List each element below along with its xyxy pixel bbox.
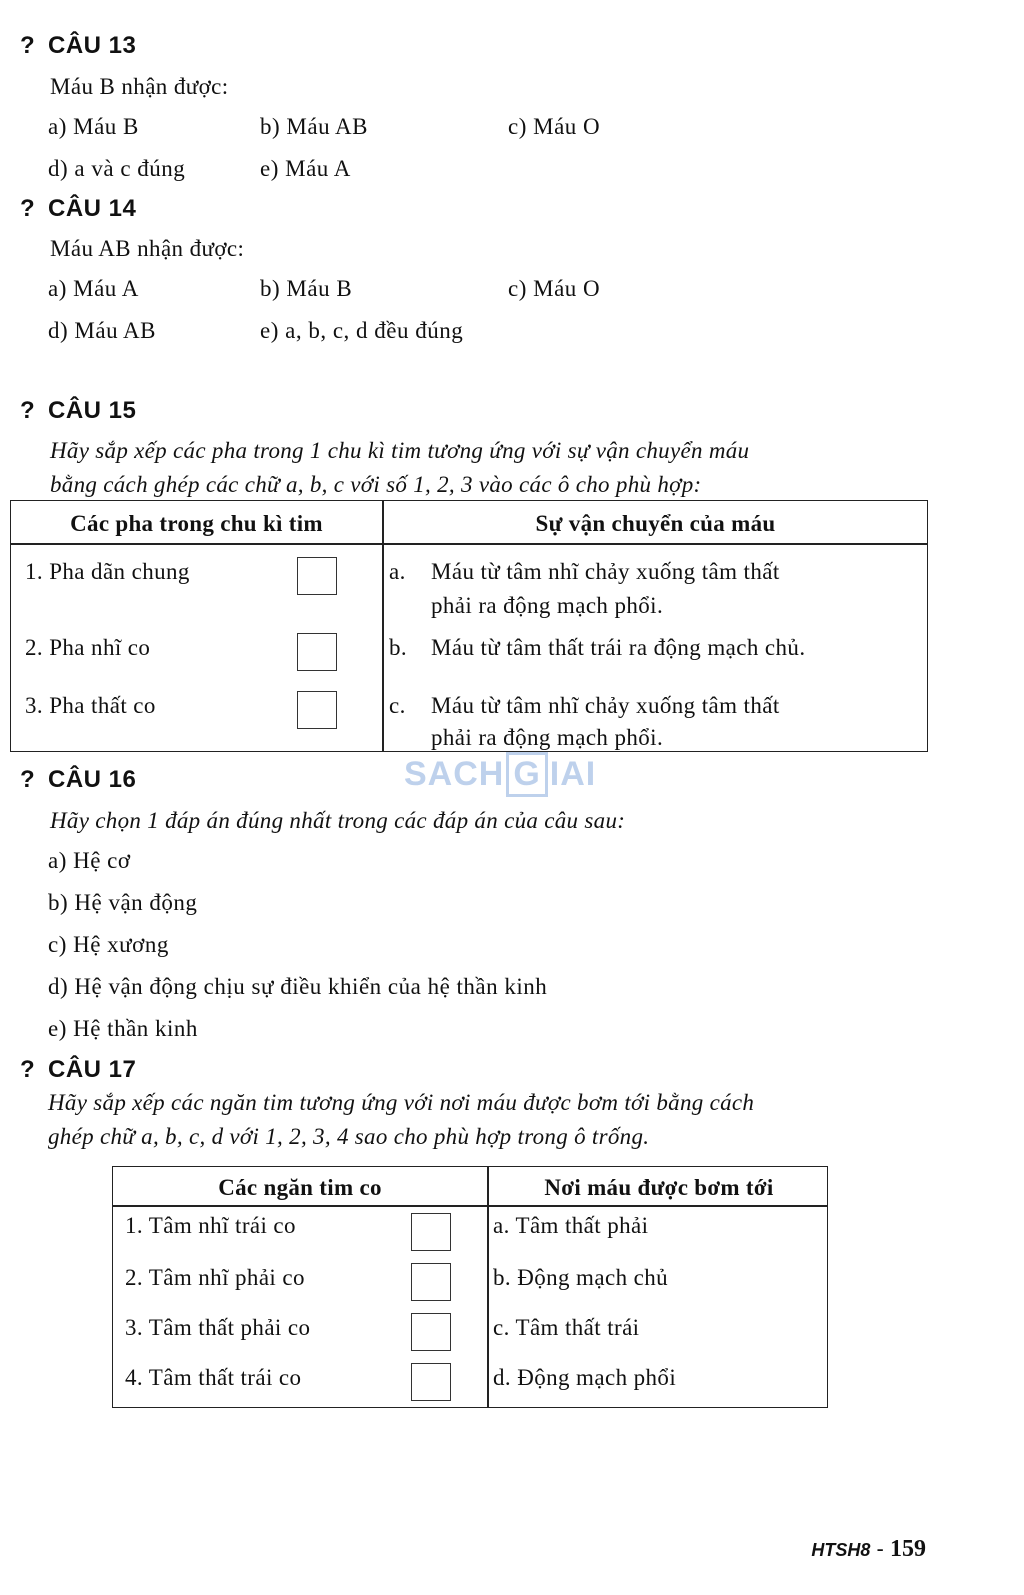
book-code: HTSH8 [811,1540,871,1560]
question-15-prompt-line1: Hãy sắp xếp các pha trong 1 chu kì tim tương ứng với sự vận chuyển máu [50,438,750,463]
q16-option-c[interactable]: c) Hệ xương [48,932,169,957]
q15-answer-box-1[interactable] [297,557,337,595]
q15-right-item-a-line2: phải ra động mạch phổi. [431,593,664,618]
q16-option-b[interactable]: b) Hệ vận động [48,890,198,915]
q15-matching-table [10,500,928,752]
q16-option-a[interactable]: a) Hệ cơ [48,848,131,873]
q14-option-a[interactable]: a) Máu A [48,276,139,301]
q14-option-b[interactable]: b) Máu B [260,276,353,301]
q16-option-d[interactable]: d) Hệ vận động chịu sự điều khiển của hệ thần kinh [48,974,548,999]
q17-left-item-3: 3. Tâm thất phải co [125,1315,311,1340]
q17-answer-box-4[interactable] [411,1363,451,1401]
q14-option-d[interactable]: d) Máu AB [48,318,156,343]
question-14-heading: ? CÂU 14 [20,195,137,222]
q14-option-e[interactable]: e) a, b, c, d đều đúng [260,318,464,343]
page-footer [811,1536,926,1563]
q16-option-e[interactable]: e) Hệ thần kinh [48,1016,198,1041]
q15-right-item-c-line2: phải ra động mạch phổi. [431,725,664,750]
question-mark-icon: ? [20,397,36,424]
q13-option-c[interactable]: c) Máu O [508,114,601,139]
q13-option-a[interactable]: a) Máu B [48,114,139,139]
q15-right-item-b-line1: Máu từ tâm thất trái ra động mạch chủ. [431,635,806,660]
question-mark-icon: ? [20,1056,36,1083]
q17-answer-box-2[interactable] [411,1263,451,1301]
question-17-heading: ? CÂU 17 [20,1056,137,1083]
question-mark-icon: ? [20,766,36,793]
q15-right-item-a-line1: Máu từ tâm nhĩ chảy xuống tâm thất [431,559,780,584]
watermark-logo: SACH G IAI [404,752,596,797]
question-mark-icon: ? [20,195,36,222]
q13-option-d[interactable]: d) a và c đúng [48,156,186,181]
q17-matching-table [112,1166,828,1408]
q15-left-item-2: 2. Pha nhĩ co [25,635,151,660]
question-15-prompt-line2: bằng cách ghép các chữ a, b, c với số 1, 2, 3 vào các ô cho phù hợp: [50,472,702,497]
q15-left-item-1: 1. Pha dãn chung [25,559,190,584]
q17-col1-header: Các ngăn tim co [218,1175,382,1200]
question-17-prompt-line1: Hãy sắp xếp các ngăn tim tương ứng với nơi máu được bơm tới bằng cách [48,1090,755,1115]
q13-option-e[interactable]: e) Máu A [260,156,351,181]
q17-right-item-a: a. Tâm thất phải [493,1213,649,1238]
question-17-prompt-line2: ghép chữ a, b, c, d với 1, 2, 3, 4 sao cho phù hợp trong ô trống. [48,1124,650,1149]
q17-answer-box-1[interactable] [411,1213,451,1251]
q14-option-c[interactable]: c) Máu O [508,276,601,301]
q15-right-item-c-line1: Máu từ tâm nhĩ chảy xuống tâm thất [431,693,780,718]
footer-separator: - [876,1536,884,1561]
q17-answer-box-3[interactable] [411,1313,451,1351]
question-mark-icon: ? [20,32,36,59]
question-14-prompt: Máu AB nhận được: [50,236,245,261]
q15-answer-box-2[interactable] [297,633,337,671]
q15-answer-box-3[interactable] [297,691,337,729]
q15-left-item-3: 3. Pha thất co [25,693,156,718]
q17-right-item-d: d. Động mạch phổi [493,1365,677,1390]
question-13-heading: ? CÂU 13 [20,32,137,59]
q17-right-item-b: b. Động mạch chủ [493,1265,669,1290]
q13-option-b[interactable]: b) Máu AB [260,114,368,139]
q15-right-letter-b: b. [389,635,408,660]
question-16-prompt: Hãy chọn 1 đáp án đúng nhất trong các đáp án của câu sau: [50,808,626,833]
page-number: 159 [890,1536,926,1562]
q17-left-item-4: 4. Tâm thất trái co [125,1365,302,1390]
q17-right-item-c: c. Tâm thất trái [493,1315,640,1340]
q17-col2-header: Nơi máu được bơm tới [544,1175,774,1200]
question-16-heading: ? CÂU 16 [20,766,137,793]
q15-right-letter-a: a. [389,559,406,584]
q15-right-letter-c: c. [389,693,406,718]
question-13-prompt: Máu B nhận được: [50,74,229,99]
q15-col2-header: Sự vận chuyển của máu [535,511,776,536]
q17-left-item-2: 2. Tâm nhĩ phải co [125,1265,305,1290]
q15-col1-header: Các pha trong chu kì tim [70,511,323,536]
question-15-heading: ? CÂU 15 [20,397,137,424]
q17-left-item-1: 1. Tâm nhĩ trái co [125,1213,296,1238]
